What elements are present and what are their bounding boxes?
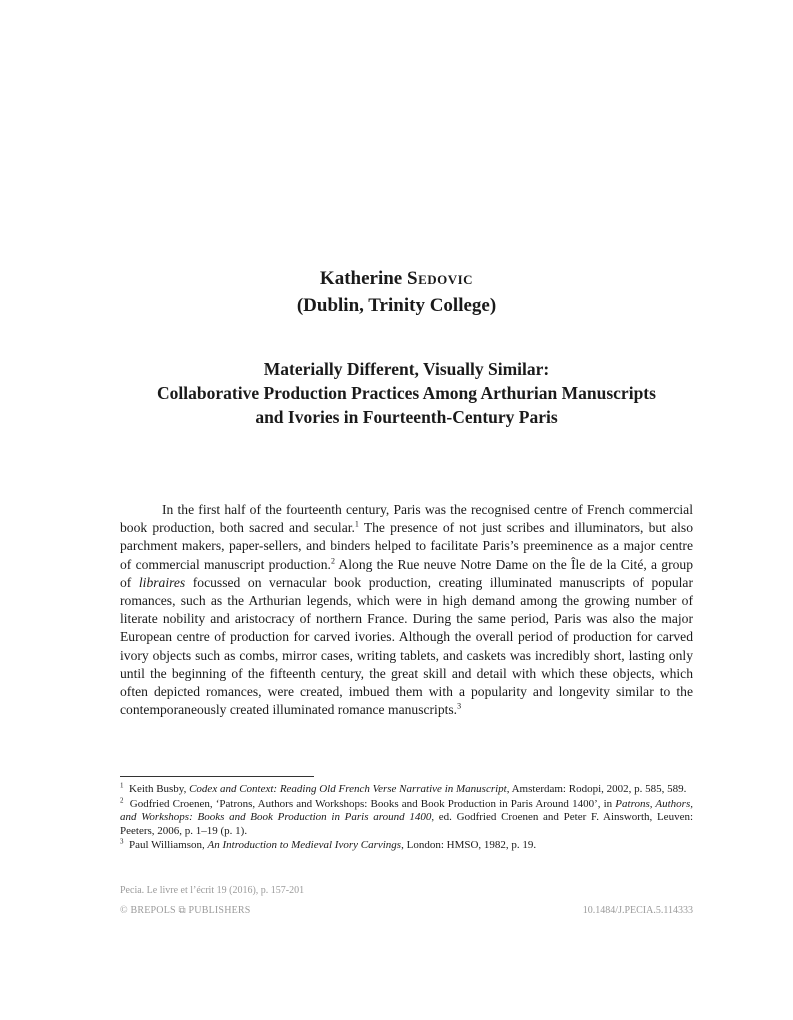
footnote-number: 1 [120,781,124,790]
author-last-name: Sedovic [407,268,474,289]
footnote-number: 2 [120,795,124,804]
footnote-number: 3 [120,837,124,846]
author-affiliation: (Dublin, Trinity College) [296,295,497,316]
footnote-ref-3[interactable]: 3 [457,701,462,711]
publisher-line: © BREPOLS ⧉ PUBLISHERS [120,905,251,916]
title-line-3: and Ivories in Fourteenth-Century Paris [255,407,558,427]
footnote-text: Keith Busby, [129,783,190,795]
title-line-1: Materially Different, Visually Similar: [263,359,550,379]
body-sentence-1: In the first half of the fourteenth century, Paris was the recognised centre of French commercial book production, both sacred and secular. [120,502,693,536]
libraires-term: libraires [138,574,186,590]
footnote-divider [120,776,314,777]
footnotes [120,783,693,854]
body-sentence-2: The presence of not just scribes and illuminators, but also parchment makers, paper-sellers, and binders helped to facilitate Paris’s preeminence as a major centre of commercial manuscript production. [120,520,693,572]
footnote-2 [120,795,694,839]
footnote-3 [120,839,693,853]
footnote-work-title: Patrons, Authors, and Workshops: Books and Book Production in Paris around 1400 [120,797,693,824]
author-block [0,265,793,319]
footnote-text: , ed. Godfried Croenen and Peter F. Ainsworth, Leuven: Peeters, 2006, p. 1–19 (p. 1). [120,811,694,837]
footnote-1 [120,783,693,797]
footnote-work-title: An Introduction to Medieval Ivory Carvings [207,839,402,852]
footnote-ref-1[interactable]: 1 [354,519,359,529]
footnote-text: , London: HMSO, 1982, p. 19. [401,839,537,852]
footnote-work-title: Codex and Context: Reading Old French Verse Narrative in Manuscript [189,783,507,795]
doi-link[interactable]: 10.1484/J.PECIA.5.114333 [582,905,693,916]
body-text [120,501,693,719]
author-first-name: Katherine [319,268,403,289]
footnote-text: , Amsterdam: Rodopi, 2002, p. 585, 589. [506,783,687,795]
body-sentence-3: Along the Rue neuve Notre Dame on the Île de la Cité, a group of [120,556,694,590]
footnote-text: Godfried Croenen, ‘Patrons, Authors and Workshops: Books and Book Production in Paris Around 1400’, in [129,797,616,810]
author-name [0,265,793,292]
body-sentence-4: focussed on vernacular book production, creating illuminated manuscripts of popular romances, such as the Arthurian legends, which were in high demand among the growing number of literate nobility and aristocracy of northern France. During the same period, Paris was also the major European centre of production for carved ivories. Although the overall period of production for carved ivory objects such as combs, mirror cases, writing tablets, and caskets was incredibly short, lasting only until the beginning of the fifteenth century, the great skill and detail with which these objects, which often depicted romances, were created, imbued them with a popularity and longevity similar to the contemporaneously created illuminated romance manuscripts. [120,574,693,718]
footnote-text: Paul Williamson, [129,839,208,852]
journal-citation: Pecia. Le livre et l’écrit 19 (2016), p. 157-201 [120,885,305,896]
footnote-ref-2[interactable]: 2 [330,556,335,566]
title-line-2: Collaborative Production Practices Among Arthurian Manuscripts [157,383,656,403]
body-paragraph [120,501,693,719]
article-title [100,357,713,429]
